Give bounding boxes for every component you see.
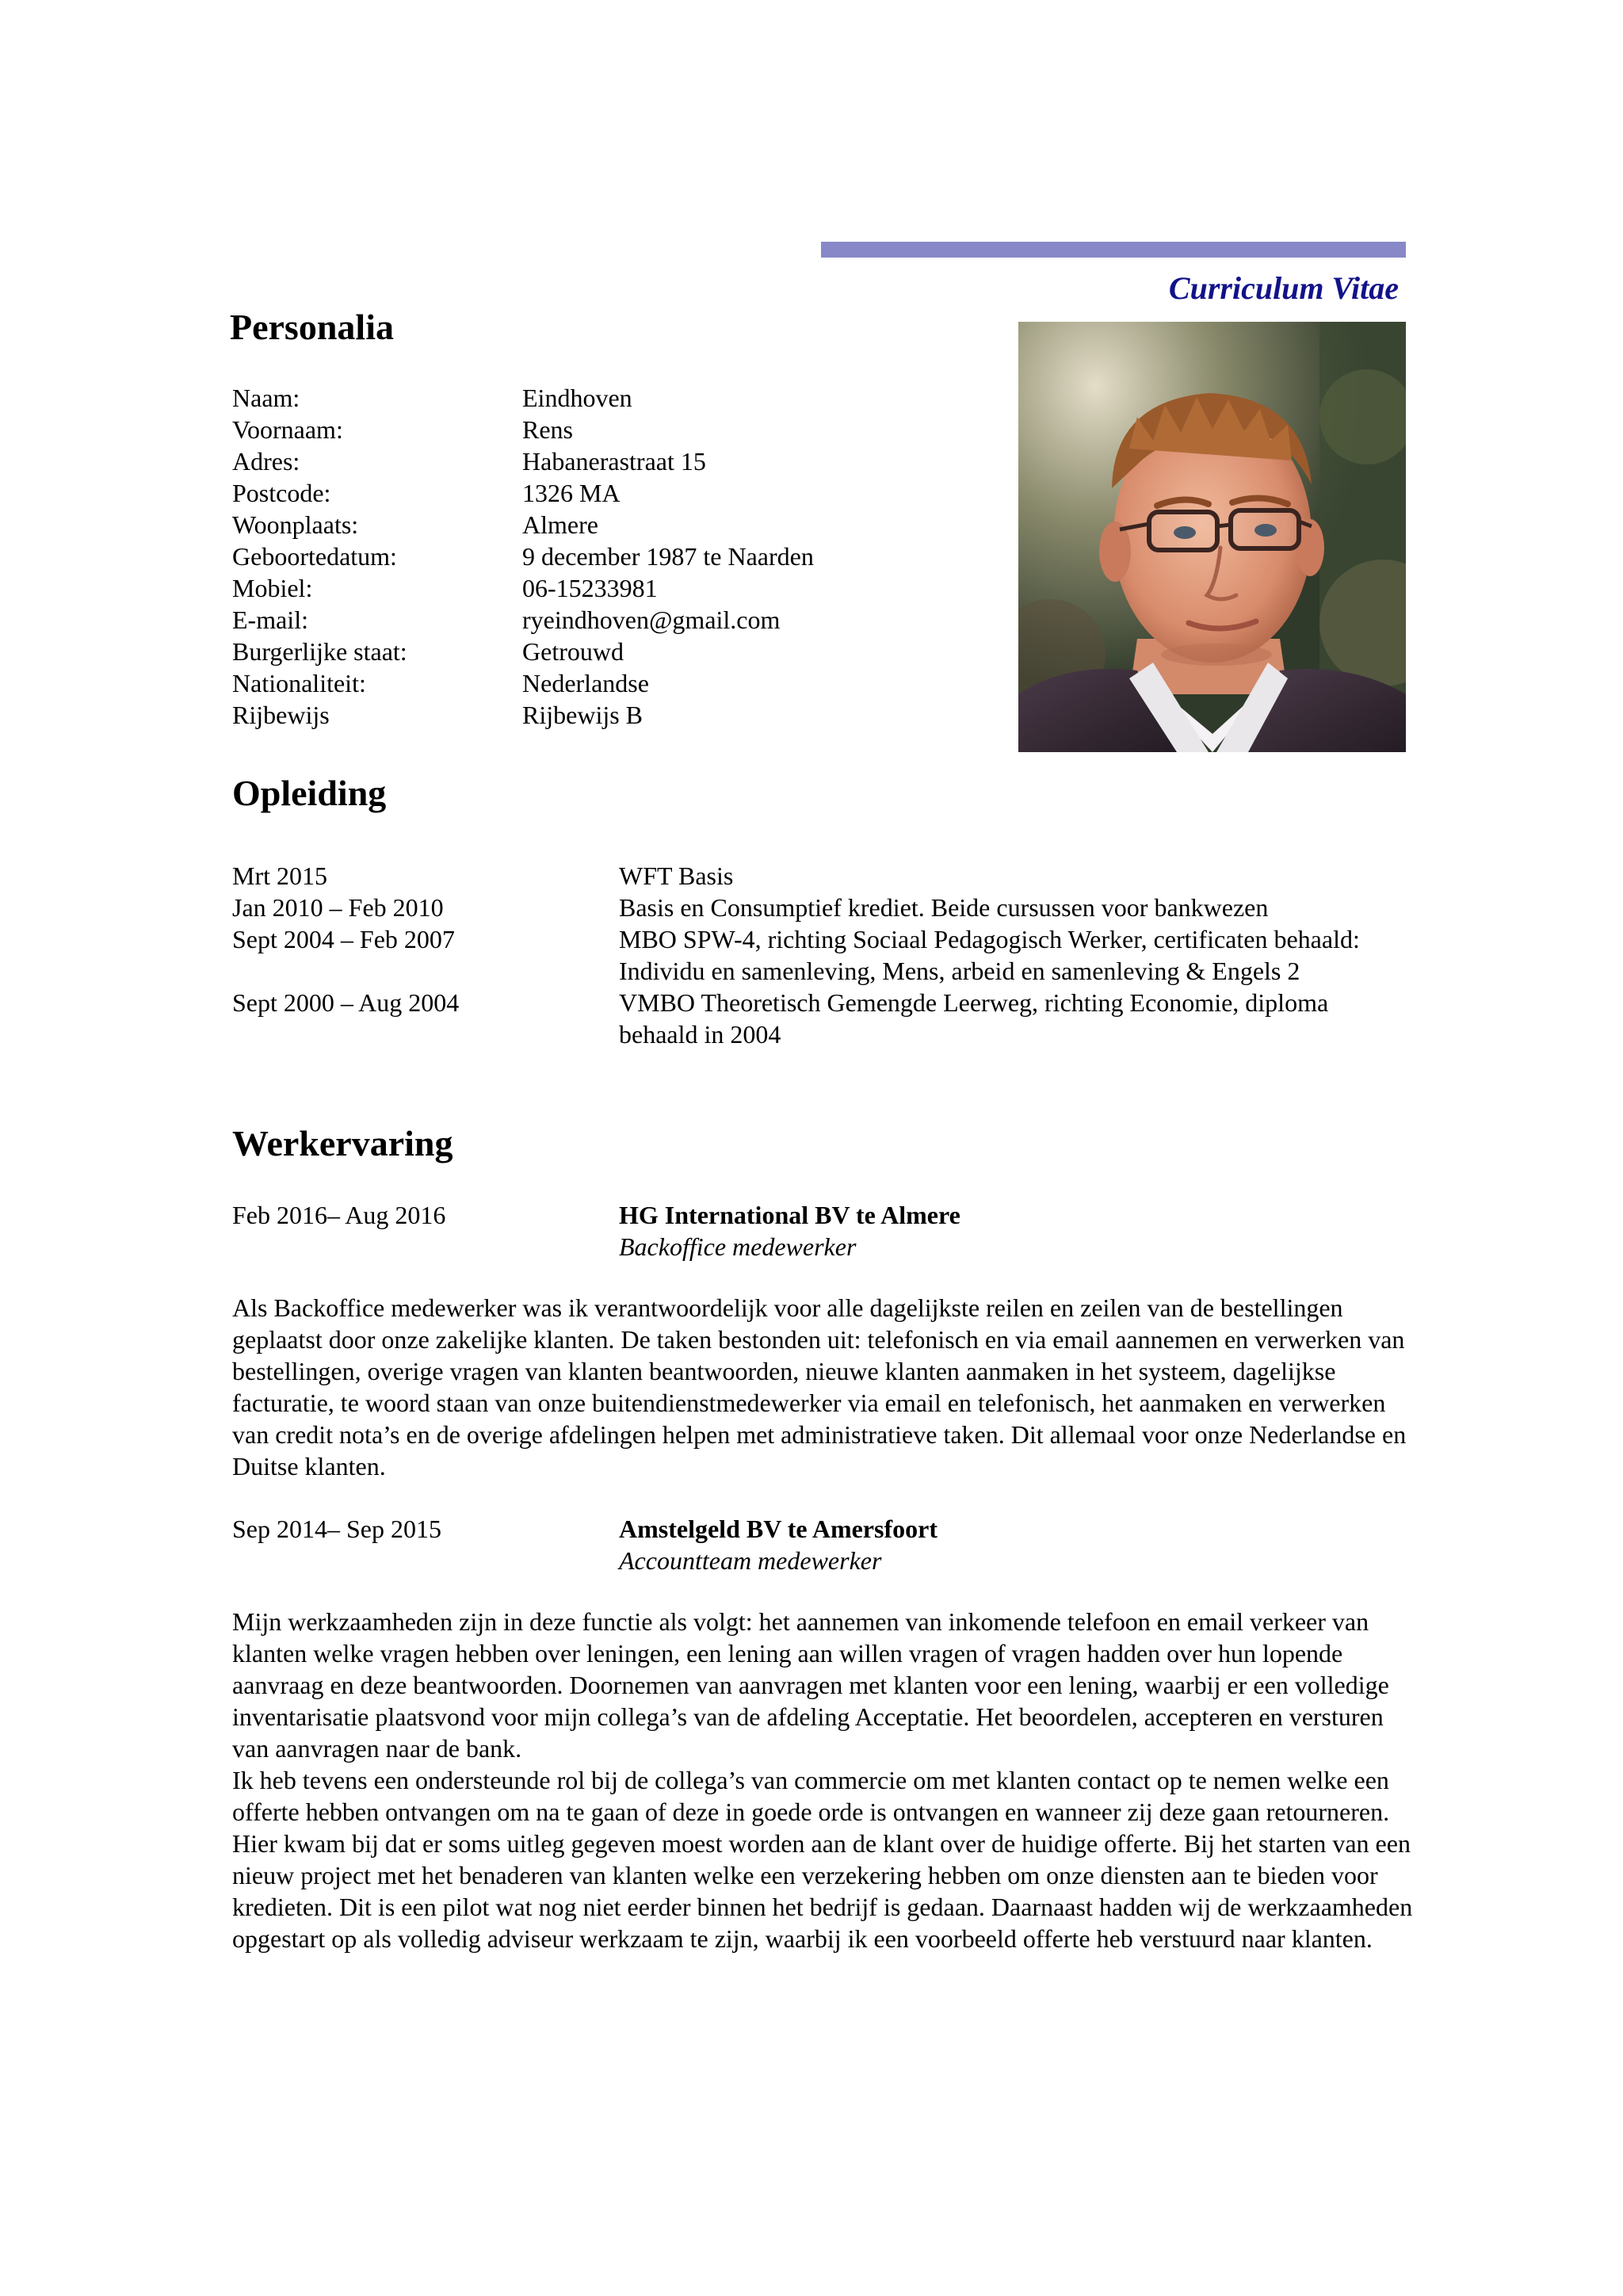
education-period: Jan 2010 – Feb 2010	[232, 893, 444, 922]
field-label: Woonplaats:	[232, 510, 359, 539]
job-role: Backoffice medewerker	[619, 1232, 857, 1261]
personalia-row	[232, 604, 814, 636]
werkervaring-heading: Werkervaring	[232, 1123, 453, 1163]
field-label: Adres:	[232, 447, 300, 476]
opleiding-heading: Opleiding	[232, 773, 387, 813]
personalia-row	[232, 445, 814, 477]
education-period: Sept 2000 – Aug 2004	[232, 988, 460, 1017]
education-period: Mrt 2015	[232, 861, 327, 890]
education-description: MBO SPW-4, richting Sociaal Pedagogisch Werker, certificaten behaald: Individu en samenleving, Mens, arbeid en samenleving & Engels 2	[619, 925, 1360, 985]
field-value: Nederlandse	[522, 669, 649, 697]
personalia-heading: Personalia	[230, 307, 394, 347]
job-description: Als Backoffice medewerker was ik verantwoordelijk voor alle dagelijkste reilen en zeilen van de bestellingen geplaatst door onze zakelijke klanten. De taken bestonden uit: telefonisch en via email aannemen en verwerken van bestellingen, overige vragen van klanten beantwoorden, nieuwe klanten aanmaken in het systeem, dagelijkse facturatie, te woord staan van onze buitendienstmedewerker via email en telefonisch, het aanmaken en verwerken van credit nota’s en de overige afdelingen helpen met administratieve taken. Dit allemaal voor onze Nederlandse en Duitse klanten.	[232, 1293, 1407, 1480]
job-header	[232, 1199, 1413, 1263]
personalia-row	[232, 541, 814, 572]
job-company: HG International BV te Almere	[619, 1201, 960, 1229]
portrait-photo	[1018, 322, 1406, 752]
job-info	[619, 1199, 960, 1263]
field-label: Geboortedatum:	[232, 542, 397, 571]
field-value: Habanerastraat 15	[522, 447, 706, 476]
header-accent-bar	[821, 242, 1406, 258]
field-label: Nationaliteit:	[232, 669, 366, 697]
field-label: Postcode:	[232, 479, 331, 507]
field-label: E-mail:	[232, 606, 308, 634]
personalia-row	[232, 667, 814, 699]
field-value: Getrouwd	[522, 637, 624, 666]
field-value: Eindhoven	[522, 384, 632, 412]
personalia-row	[232, 636, 814, 667]
field-value: Rens	[522, 415, 573, 444]
personalia-row	[232, 414, 814, 445]
job-period: Sep 2014– Sep 2015	[232, 1515, 441, 1543]
field-label: Mobiel:	[232, 574, 313, 602]
field-value: 9 december 1987 te Naarden	[522, 542, 814, 571]
education-item	[232, 987, 1413, 1050]
field-label: Voornaam:	[232, 415, 343, 444]
personalia-row	[232, 509, 814, 541]
education-item	[232, 892, 1413, 923]
field-value: Rijbewijs B	[522, 701, 643, 729]
field-value: 1326 MA	[522, 479, 621, 507]
job-description: Ik heb tevens een ondersteunde rol bij de collega’s van commercie om met klanten contact op te nemen welke een offerte hebben ontvangen om na te gaan of deze in goede orde is ontvangen en wanneer zij deze gaan retourneren. Hier kwam bij dat er soms uitleg gegeven moest worden aan de klant over de huidige offerte. Bij het starten van een nieuw project met het benaderen van klanten welke een verzekering hebben om onze diensten aan te bieden voor kredieten. Dit is een pilot wat nog niet eerder binnen het bedrijf is gedaan. Daarnaast hadden wij de werkzaamheden opgestart op als volledig adviseur werkzaam te zijn, waarbij ik een voorbeeld offerte heb verstuurd naar klanten.	[232, 1766, 1413, 1953]
education-period: Sept 2004 – Feb 2007	[232, 925, 455, 953]
job-company: Amstelgeld BV te Amersfoort	[619, 1515, 938, 1543]
job-header	[232, 1513, 1413, 1576]
personalia-row	[232, 699, 814, 731]
field-label: Burgerlijke staat:	[232, 637, 407, 666]
education-description: Basis en Consumptief krediet. Beide cursussen voor bankwezen	[619, 893, 1269, 922]
education-description: VMBO Theoretisch Gemengde Leerweg, richting Economie, diploma behaald in 2004	[619, 988, 1329, 1049]
education-item	[232, 860, 1413, 892]
education-item	[232, 923, 1413, 987]
job-description: Mijn werkzaamheden zijn in deze functie als volgt: het aannemen van inkomende telefoon en email verkeer van klanten welke vragen hebben over leningen, een lening aan willen vragen of vragen hadden over hun lopende aanvraag en deze beantwoorden. Doornemen van aanvragen met klanten voor een lening, waarbij er een volledige inventarisatie plaatsvond voor mijn collega’s van de afdeling Acceptatie. Het beoordelen, accepteren en versturen van aanvragen naar de bank.	[232, 1607, 1389, 1763]
field-value: Almere	[522, 510, 598, 539]
personalia-row	[232, 572, 814, 604]
job-period: Feb 2016– Aug 2016	[232, 1201, 446, 1229]
job-info	[619, 1513, 938, 1576]
personalia-table	[232, 382, 814, 731]
document-title: Curriculum Vitae	[1168, 270, 1399, 306]
field-value: 06-15233981	[522, 574, 658, 602]
job-role: Accountteam medewerker	[619, 1546, 882, 1575]
personalia-row	[232, 477, 814, 509]
personalia-row	[232, 382, 814, 414]
education-list	[232, 860, 1413, 1050]
email-value: ryeindhoven@gmail.com	[522, 606, 781, 634]
field-label: Rijbewijs	[232, 701, 330, 729]
education-description: WFT Basis	[619, 861, 734, 890]
field-label: Naam:	[232, 384, 300, 412]
